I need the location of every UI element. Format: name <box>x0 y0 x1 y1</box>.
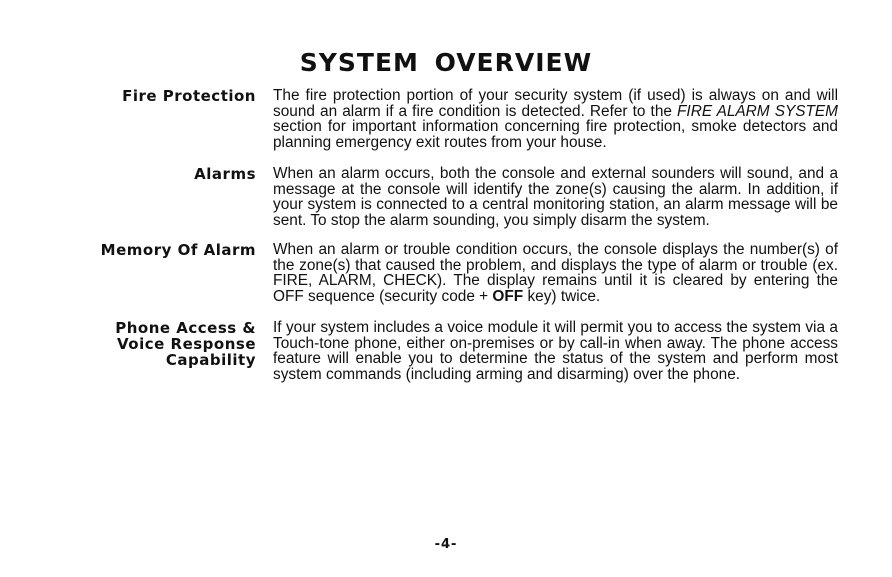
body-text-run: section for important information concerning fire protection, smoke detectors and planning emergency exit routes from your house. <box>273 118 838 151</box>
page-number: -4- <box>434 537 458 552</box>
section-body <box>273 166 838 228</box>
body-text-run: When an alarm occurs, both the console and external sounders will sound, and a message at the console will identify the zone(s) causing the alarm. In addition, if your system is connected to a central monitoring station, an alarm message will be sent. To stop the alarm sounding, you simply disarm the system. <box>273 165 838 229</box>
section-heading <box>101 242 256 258</box>
heading-line: Alarms <box>194 165 256 183</box>
section-body <box>273 88 838 150</box>
heading-line: Capability <box>165 351 256 369</box>
section-heading <box>115 320 256 368</box>
heading-line: Phone Access & <box>115 319 256 337</box>
body-text-bold: OFF <box>492 287 524 305</box>
body-text-run: When an alarm or trouble condition occurs, the console displays the number(s) of the zone(s) that caused the problem, and displays the type of alarm or trouble (ex. FIRE, ALARM, CHECK). The display remains until it is cleared by entering the OFF sequence (security code + <box>273 241 838 305</box>
section-body <box>273 242 838 304</box>
body-text-run: The fire protection portion of your security system (if used) is always on and will sound an alarm if a fire condition is detected. Refer to the <box>273 87 838 120</box>
section-heading <box>122 88 256 104</box>
body-text-run: key) twice. <box>523 287 601 305</box>
heading-line: Fire Protection <box>122 87 256 105</box>
page-title: SYSTEM OVERVIEW <box>299 48 593 77</box>
body-text-italic: FIRE ALARM SYSTEM <box>677 102 838 120</box>
body-text-run: If your system includes a voice module it will permit you to access the system via a Touch-tone phone, either on-premises or by call-in when away. The phone access feature will enable you to determine the status of the system and perform most system commands (including arming and disarming) over the phone. <box>273 319 838 383</box>
section-body <box>273 320 838 382</box>
heading-line: Memory Of Alarm <box>100 241 256 259</box>
section-heading <box>194 166 256 182</box>
heading-line: Voice Response <box>117 335 256 353</box>
